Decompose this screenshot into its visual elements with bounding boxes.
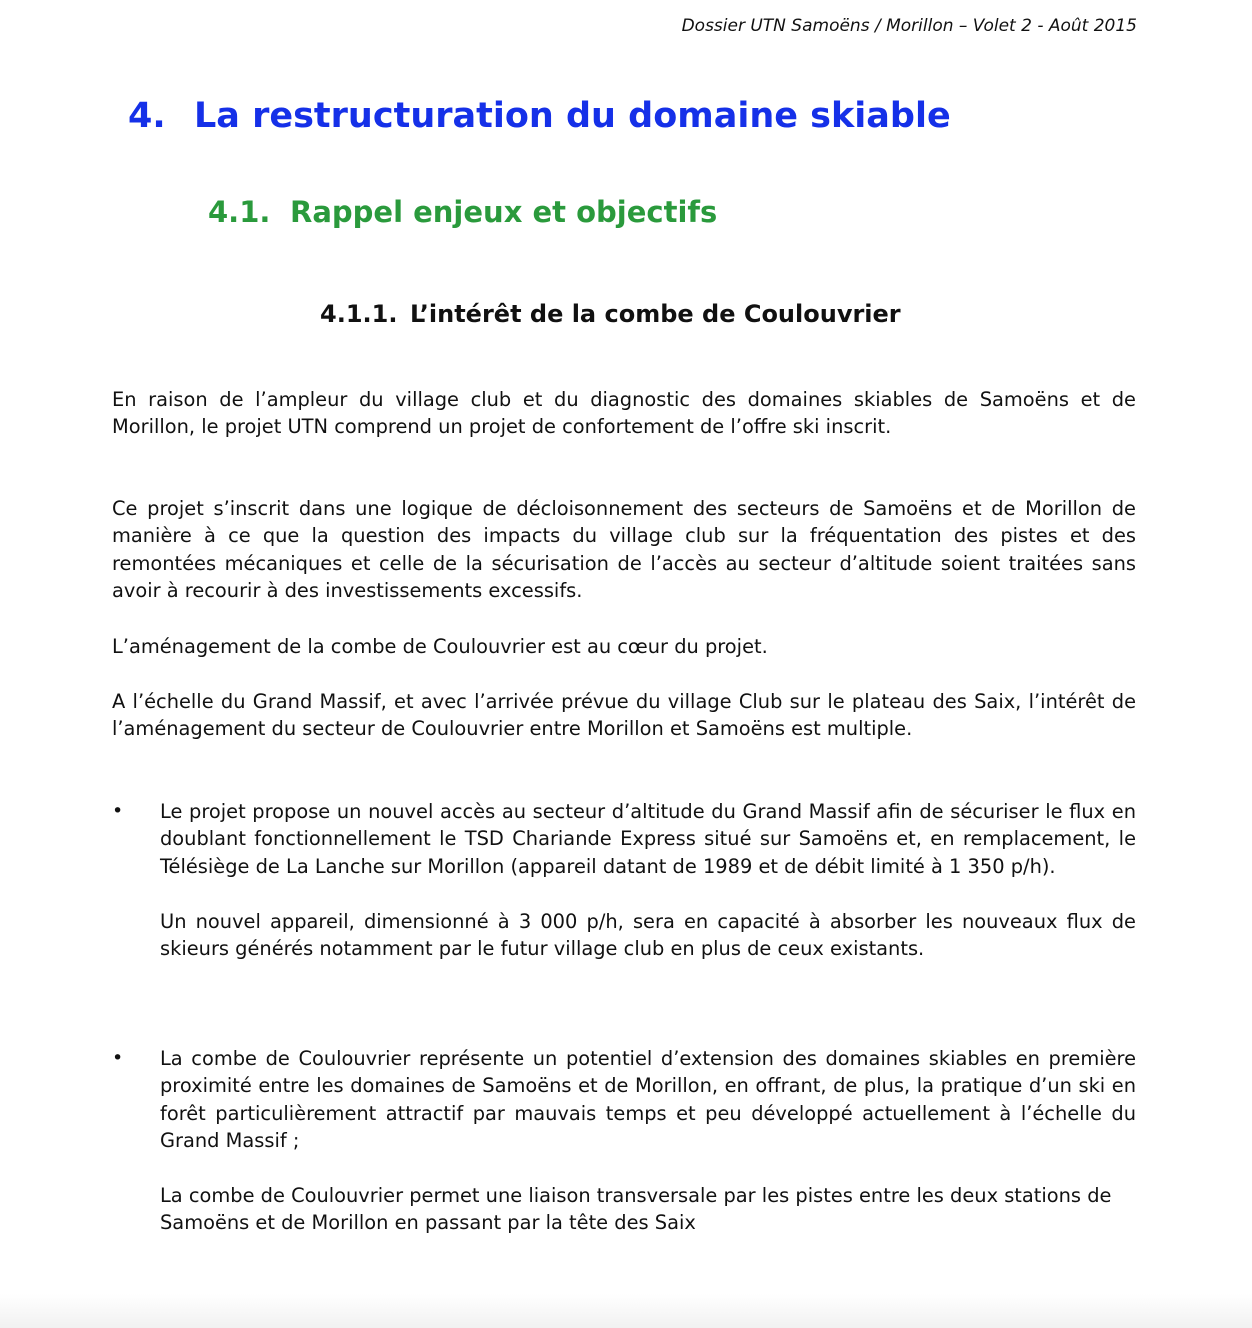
- bullet-marker: •: [112, 800, 124, 822]
- section-title: Rappel enjeux et objectifs: [290, 195, 718, 229]
- subsection-number: 4.1.1.: [320, 300, 398, 328]
- paragraph: L’aménagement de la combe de Coulouvrier est au cœur du projet.: [112, 635, 768, 658]
- section-number: 4.1.: [208, 195, 271, 229]
- chapter-title: La restructuration du domaine skiable: [194, 96, 951, 136]
- bullet-item: [112, 798, 1136, 962]
- chapter-heading: [128, 96, 951, 136]
- subsection-heading: [320, 300, 901, 328]
- paragraph: A l’échelle du Grand Massif, et avec l’arrivée prévue du village Club sur le plateau des Saix, l’intérêt de l’aménagement du secteur de Coulouvrier entre Morillon et Samoëns est multiple.: [112, 690, 1136, 741]
- section-heading: [208, 195, 717, 229]
- running-header: Dossier UTN Samoëns / Morillon – Volet 2 - Août 2015: [681, 16, 1137, 36]
- subsection-title: L’intérêt de la combe de Coulouvrier: [410, 300, 901, 328]
- paragraph: Ce projet s’inscrit dans une logique de décloisonnement des secteurs de Samoëns et de Morillon de manière à ce que la question des impacts du village club sur la fréquentation des pistes et des remontées mécaniques et celle de la sécurisation de l’accès au secteur d’altitude soient traitées sans avoir à recourir à des investissements excessifs.: [112, 497, 1136, 603]
- bullet-text: Le projet propose un nouvel accès au secteur d’altitude du Grand Massif afin de sécuriser le flux en doublant fonctionnellement le TSD Chariande Express situé sur Samoëns et, en remplacement, le Télésiège de La Lanche sur Morillon (appareil datant de 1989 et de débit limité à 1 350 p/h).: [160, 800, 1136, 878]
- bullet-marker: •: [112, 1047, 124, 1069]
- bullet-continuation: Un nouvel appareil, dimensionné à 3 000 p/h, sera en capacité à absorber les nouveaux flux de skieurs générés notamment par le futur village club en plus de ceux existants.: [160, 909, 1136, 961]
- paragraph: En raison de l’ampleur du village club et du diagnostic des domaines skiables de Samoëns et de Morillon, le projet UTN comprend un projet de confortement de l’offre ski inscrit.: [112, 388, 1136, 439]
- chapter-number: 4.: [128, 96, 166, 136]
- bullet-item: [112, 1045, 1136, 1237]
- bullet-text: La combe de Coulouvrier représente un potentiel d’extension des domaines skiables en première proximité entre les domaines de Samoëns et de Morillon, en offrant, de plus, la pratique d’un ski en forêt particulièrement attractif par mauvais temps et peu développé actuellement à l’échelle du Grand Massif ;: [160, 1047, 1136, 1153]
- page-bottom-shade: [0, 1294, 1252, 1328]
- bullet-continuation: La combe de Coulouvrier permet une liaison transversale par les pistes entre les deux stations de Samoëns et de Morillon en passant par la tête des Saix: [160, 1184, 1112, 1235]
